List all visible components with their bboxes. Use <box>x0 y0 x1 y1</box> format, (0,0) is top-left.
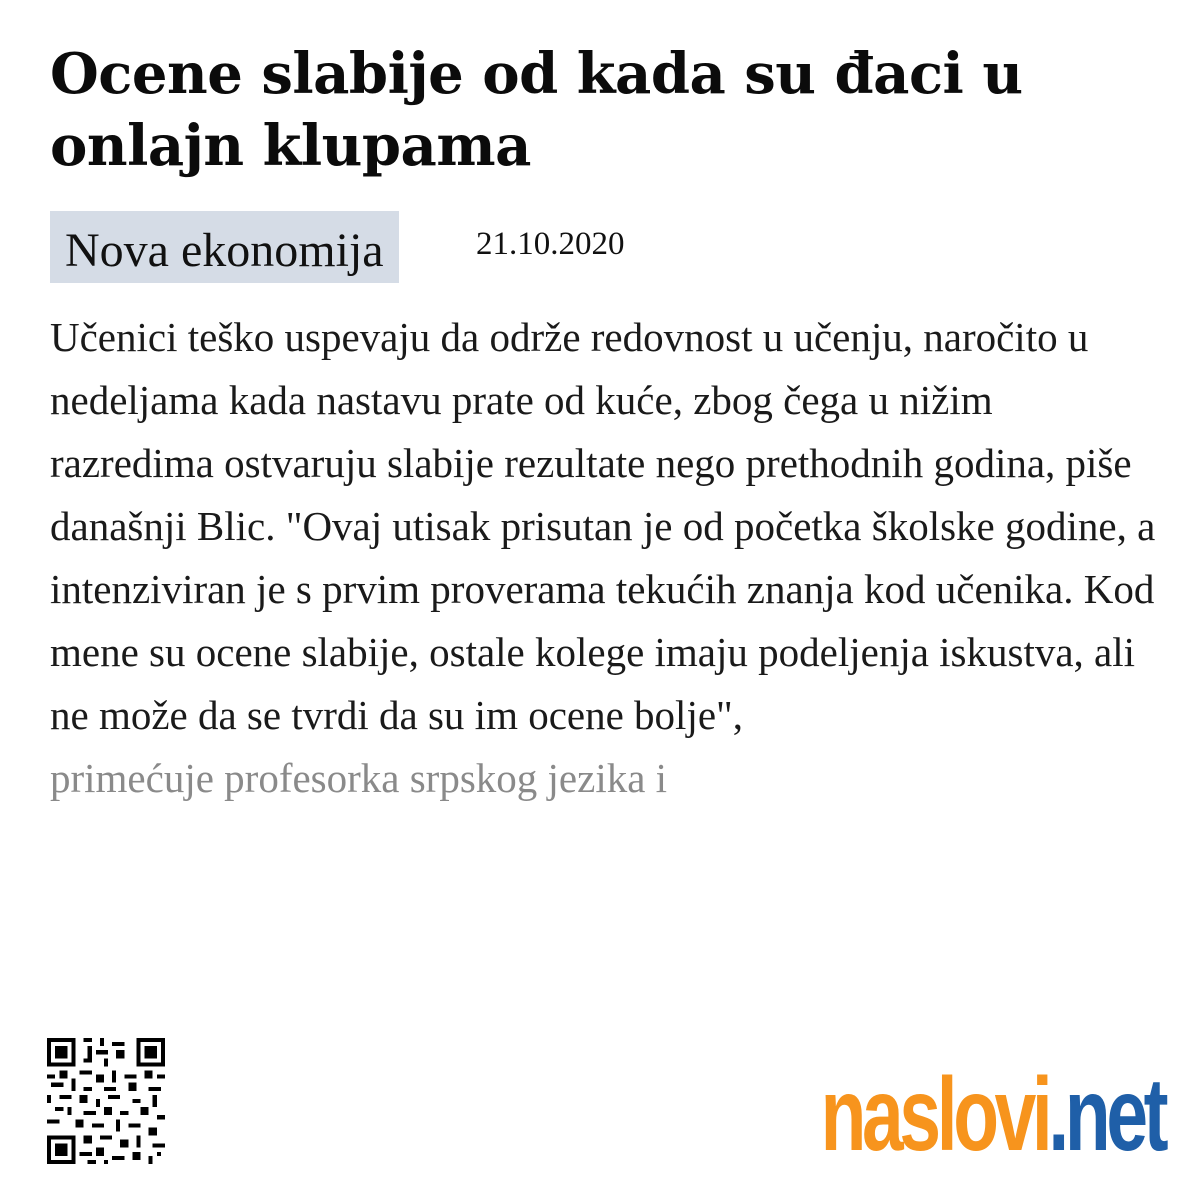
logo-text-naslovi: naslovi <box>820 1057 1049 1173</box>
naslovi-net-logo <box>820 1057 1164 1173</box>
qr-code-icon <box>47 1038 165 1164</box>
article-body-faded: primećuje profesorka srpskog jezika i <box>50 755 668 801</box>
article-headline: Ocene slabije od kada su đaci u onlajn klupama <box>50 41 1023 179</box>
source-badge: Nova ekonomija <box>50 211 399 283</box>
logo-text-net: .net <box>1048 1057 1164 1173</box>
article-body <box>50 306 1165 810</box>
publish-date: 21.10.2020 <box>476 226 625 262</box>
article-body-main: Učenici teško uspevaju da održe redovnost u učenju, naročito u nedeljama kada nastavu prate od kuće, zbog čega u nižim razredima ostvaruju slabije rezultate nego prethodnih godina, piše današnji Blic. "Ovaj utisak prisutan je od početka školske godine, a intenziviran je s prvim proverama tekućih znanja kod učenika. Kod mene su ocene slabije, ostale kolege imaju podeljenja iskustva, ali ne može da se tvrdi da su im ocene bolje", <box>50 314 1156 738</box>
